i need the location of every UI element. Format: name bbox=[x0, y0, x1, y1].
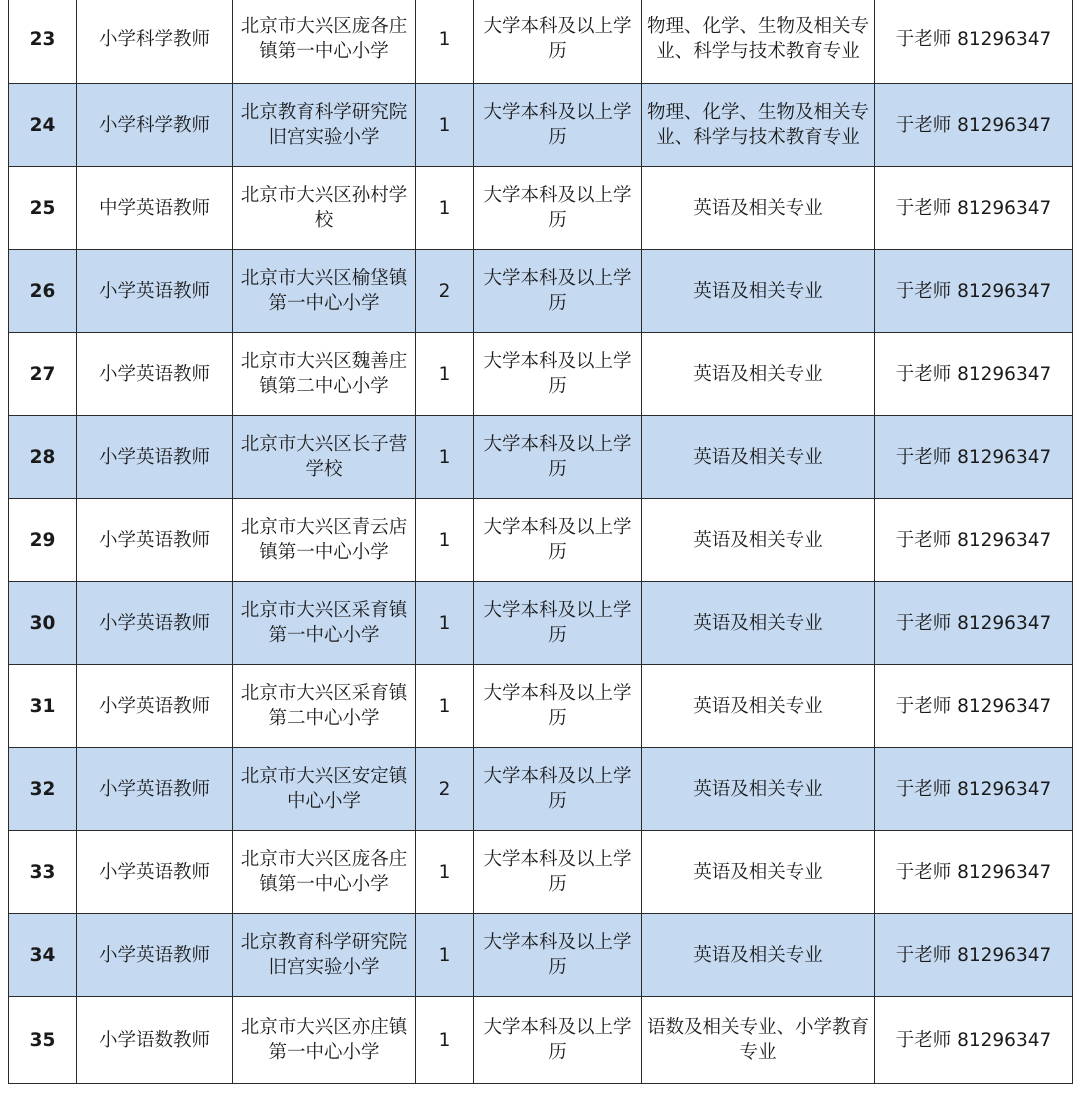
school-cell: 北京市大兴区长子营学校 bbox=[233, 416, 416, 499]
row-number: 30 bbox=[9, 582, 77, 665]
position-cell: 小学英语教师 bbox=[77, 582, 233, 665]
contact-cell: 于老师 81296347 bbox=[875, 167, 1073, 250]
table-row bbox=[9, 84, 1073, 167]
education-cell: 大学本科及以上学历 bbox=[474, 665, 642, 748]
count-cell: 1 bbox=[416, 997, 474, 1084]
school-cell: 北京市大兴区庞各庄镇第一中心小学 bbox=[233, 831, 416, 914]
education-cell: 大学本科及以上学历 bbox=[474, 167, 642, 250]
school-cell: 北京教育科学研究院旧宫实验小学 bbox=[233, 84, 416, 167]
position-cell: 小学英语教师 bbox=[77, 831, 233, 914]
count-cell: 2 bbox=[416, 250, 474, 333]
table-row bbox=[9, 416, 1073, 499]
table-row bbox=[9, 582, 1073, 665]
row-number: 35 bbox=[9, 997, 77, 1084]
table-row bbox=[9, 0, 1073, 84]
count-cell: 1 bbox=[416, 914, 474, 997]
count-cell: 2 bbox=[416, 748, 474, 831]
count-cell: 1 bbox=[416, 665, 474, 748]
recruitment-table bbox=[8, 0, 1073, 1084]
education-cell: 大学本科及以上学历 bbox=[474, 914, 642, 997]
contact-cell: 于老师 81296347 bbox=[875, 831, 1073, 914]
education-cell: 大学本科及以上学历 bbox=[474, 831, 642, 914]
major-cell: 英语及相关专业 bbox=[642, 333, 875, 416]
position-cell: 小学语数教师 bbox=[77, 997, 233, 1084]
position-cell: 小学科学教师 bbox=[77, 0, 233, 84]
row-number: 31 bbox=[9, 665, 77, 748]
contact-cell: 于老师 81296347 bbox=[875, 997, 1073, 1084]
position-cell: 小学英语教师 bbox=[77, 748, 233, 831]
table-row bbox=[9, 914, 1073, 997]
education-cell: 大学本科及以上学历 bbox=[474, 997, 642, 1084]
school-cell: 北京市大兴区榆垡镇第一中心小学 bbox=[233, 250, 416, 333]
row-number: 32 bbox=[9, 748, 77, 831]
education-cell: 大学本科及以上学历 bbox=[474, 416, 642, 499]
school-cell: 北京市大兴区魏善庄镇第二中心小学 bbox=[233, 333, 416, 416]
count-cell: 1 bbox=[416, 416, 474, 499]
contact-cell: 于老师 81296347 bbox=[875, 582, 1073, 665]
major-cell: 英语及相关专业 bbox=[642, 250, 875, 333]
education-cell: 大学本科及以上学历 bbox=[474, 499, 642, 582]
major-cell: 英语及相关专业 bbox=[642, 665, 875, 748]
row-number: 34 bbox=[9, 914, 77, 997]
contact-cell: 于老师 81296347 bbox=[875, 0, 1073, 84]
major-cell: 英语及相关专业 bbox=[642, 582, 875, 665]
major-cell: 英语及相关专业 bbox=[642, 167, 875, 250]
count-cell: 1 bbox=[416, 582, 474, 665]
school-cell: 北京市大兴区亦庄镇第一中心小学 bbox=[233, 997, 416, 1084]
major-cell: 英语及相关专业 bbox=[642, 499, 875, 582]
school-cell: 北京市大兴区庞各庄镇第一中心小学 bbox=[233, 0, 416, 84]
contact-cell: 于老师 81296347 bbox=[875, 665, 1073, 748]
education-cell: 大学本科及以上学历 bbox=[474, 250, 642, 333]
position-cell: 小学英语教师 bbox=[77, 333, 233, 416]
row-number: 24 bbox=[9, 84, 77, 167]
count-cell: 1 bbox=[416, 0, 474, 84]
education-cell: 大学本科及以上学历 bbox=[474, 333, 642, 416]
table-row bbox=[9, 250, 1073, 333]
contact-cell: 于老师 81296347 bbox=[875, 333, 1073, 416]
count-cell: 1 bbox=[416, 831, 474, 914]
education-cell: 大学本科及以上学历 bbox=[474, 84, 642, 167]
count-cell: 1 bbox=[416, 167, 474, 250]
position-cell: 小学英语教师 bbox=[77, 914, 233, 997]
major-cell: 物理、化学、生物及相关专业、科学与技术教育专业 bbox=[642, 0, 875, 84]
major-cell: 英语及相关专业 bbox=[642, 831, 875, 914]
contact-cell: 于老师 81296347 bbox=[875, 914, 1073, 997]
row-number: 29 bbox=[9, 499, 77, 582]
table-row bbox=[9, 748, 1073, 831]
education-cell: 大学本科及以上学历 bbox=[474, 748, 642, 831]
contact-cell: 于老师 81296347 bbox=[875, 416, 1073, 499]
table-row bbox=[9, 167, 1073, 250]
table-row bbox=[9, 499, 1073, 582]
contact-cell: 于老师 81296347 bbox=[875, 499, 1073, 582]
position-cell: 小学英语教师 bbox=[77, 665, 233, 748]
school-cell: 北京市大兴区采育镇第一中心小学 bbox=[233, 582, 416, 665]
position-cell: 小学英语教师 bbox=[77, 416, 233, 499]
school-cell: 北京市大兴区青云店镇第一中心小学 bbox=[233, 499, 416, 582]
position-cell: 小学英语教师 bbox=[77, 250, 233, 333]
contact-cell: 于老师 81296347 bbox=[875, 84, 1073, 167]
school-cell: 北京市大兴区安定镇中心小学 bbox=[233, 748, 416, 831]
position-cell: 小学科学教师 bbox=[77, 84, 233, 167]
table-row bbox=[9, 997, 1073, 1084]
school-cell: 北京市大兴区孙村学校 bbox=[233, 167, 416, 250]
major-cell: 英语及相关专业 bbox=[642, 748, 875, 831]
row-number: 33 bbox=[9, 831, 77, 914]
row-number: 25 bbox=[9, 167, 77, 250]
count-cell: 1 bbox=[416, 333, 474, 416]
contact-cell: 于老师 81296347 bbox=[875, 250, 1073, 333]
row-number: 27 bbox=[9, 333, 77, 416]
row-number: 26 bbox=[9, 250, 77, 333]
major-cell: 语数及相关专业、小学教育专业 bbox=[642, 997, 875, 1084]
row-number: 23 bbox=[9, 0, 77, 84]
row-number: 28 bbox=[9, 416, 77, 499]
education-cell: 大学本科及以上学历 bbox=[474, 582, 642, 665]
school-cell: 北京教育科学研究院旧宫实验小学 bbox=[233, 914, 416, 997]
education-cell: 大学本科及以上学历 bbox=[474, 0, 642, 84]
table-row bbox=[9, 333, 1073, 416]
school-cell: 北京市大兴区采育镇第二中心小学 bbox=[233, 665, 416, 748]
contact-cell: 于老师 81296347 bbox=[875, 748, 1073, 831]
count-cell: 1 bbox=[416, 499, 474, 582]
count-cell: 1 bbox=[416, 84, 474, 167]
position-cell: 中学英语教师 bbox=[77, 167, 233, 250]
table-row bbox=[9, 831, 1073, 914]
major-cell: 英语及相关专业 bbox=[642, 416, 875, 499]
major-cell: 英语及相关专业 bbox=[642, 914, 875, 997]
major-cell: 物理、化学、生物及相关专业、科学与技术教育专业 bbox=[642, 84, 875, 167]
table-row bbox=[9, 665, 1073, 748]
position-cell: 小学英语教师 bbox=[77, 499, 233, 582]
